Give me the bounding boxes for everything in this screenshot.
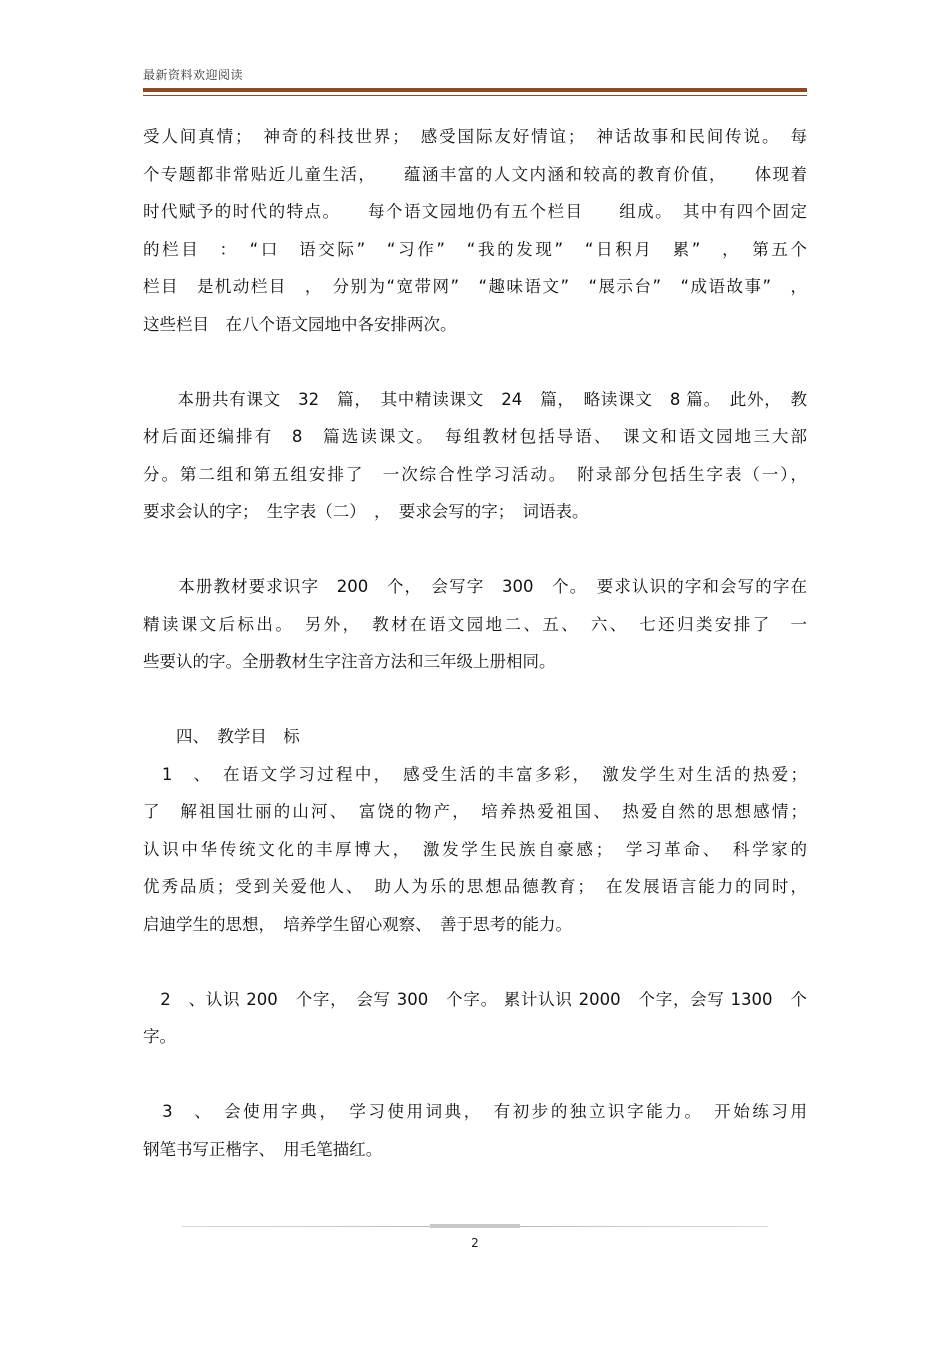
text-line: 了 解祖国壮丽的山河、 富饶的物产， 培养热爱祖国、 热爱自然的思想感情； [143,802,807,821]
text-line: 钢笔书写正楷字、 用毛笔描红。 [143,1139,383,1159]
text-line: 些要认的字。全册教材生字注音方法和三年级上册相同。 [143,652,556,671]
paragraph-lessons [143,381,807,531]
text-line: 分。第二组和第五组安排了 一次综合性学习活动。 附录部分包括生字表（一）， [143,464,807,484]
paragraph-characters [143,568,807,681]
text-line: 本册共有课文 32 篇， 其中精读课文 24 篇， 略读课文 8 篇。 此外， 教 [143,389,807,409]
header-rule-thick [143,88,807,92]
paragraph-goal-3 [143,1093,807,1168]
text-line: 个专题都非常贴近儿童生活， 蕴涵丰富的人文内涵和较高的教育价值， 体现着 [143,164,807,184]
text-line: 这些栏目 在八个语文园地中各安排两次。 [143,314,457,334]
text-line: 的栏目 ： “口 语交际” “习作” “我的发现” “日积月 累” ， 第五个 [143,239,807,259]
text-line: 要求会认的字； 生字表（二） ， 要求会写的字； 词语表。 [143,502,589,521]
text-line: 受人间真情； 神奇的科技世界； 感受国际友好情谊； 神话故事和民间传说。 每 [143,127,807,146]
paragraph-themes [143,118,807,343]
document-body [143,118,807,1168]
paragraph-goal-2 [143,981,807,1056]
text-line: 启迪学生的思想， 培养学生留心观察、 善于思考的能力。 [143,914,572,934]
text-line: 材后面还编排有 8 篇选读课文。 每组教材包括导语、 课文和语文园地三大部 [143,427,807,446]
paragraph-goal-1 [143,718,807,943]
text-line: 1 、 在语文学习过程中， 感受生活的丰富多彩， 激发学生对生活的热爱； [143,764,807,784]
section-heading: 四、 教学目 标 [143,727,300,746]
page-number: 2 [471,1236,479,1250]
text-line: 2 、认识 200 个字， 会写 300 个字。 累计认识 2000 个字，会写 1300 个 [143,989,807,1009]
header-rule-thin [143,95,807,96]
footer-rule-accent [430,1224,520,1228]
text-line: 3 、 会使用字典， 学习使用词典， 有初步的独立识字能力。 开始练习用 [143,1102,807,1121]
text-line: 栏目 是机动栏目 ， 分别为“宽带网” “趣味语文” “展示台” “成语故事” ， [143,277,807,296]
text-line: 精读课文后标出。 另外， 教材在语文园地二、五、 六、 七还归类安排了 一 [143,614,807,634]
text-line: 认识中华传统文化的丰厚博大， 激发学生民族自豪感； 学习革命、 科学家的 [143,839,807,859]
text-line: 字。 [143,1027,176,1046]
text-line: 本册教材要求识字 200 个， 会写字 300 个。 要求认识的字和会写的字在 [143,577,807,596]
text-line: 优秀品质；受到关爱他人、 助人为乐的思想品德教育； 在发展语言能力的同时， [143,877,807,896]
page-header: 最新资料欢迎阅读 [143,68,244,82]
text-line: 时代赋予的时代的特点。 每个语文园地仍有五个栏目 组成。 其中有四个固定 [143,202,807,221]
